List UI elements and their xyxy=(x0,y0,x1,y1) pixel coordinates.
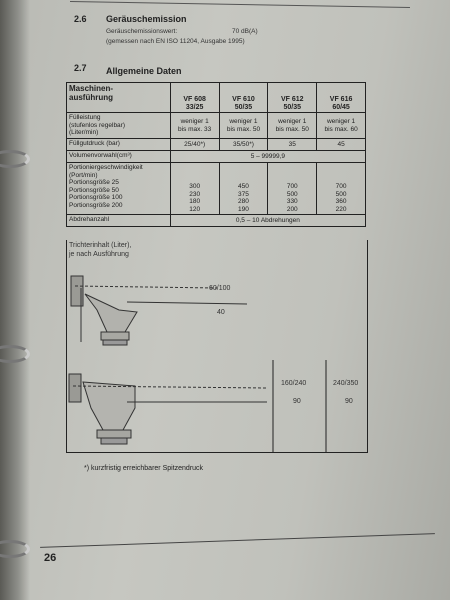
table-cell: 35 xyxy=(268,139,317,151)
binder-shadow xyxy=(0,0,30,600)
table-row xyxy=(67,215,366,227)
hopper-large-value: 90 xyxy=(293,398,301,405)
hopper-large-value: 240/350 xyxy=(333,380,359,387)
table-cell: 5 – 99999,9 xyxy=(170,151,365,163)
model-spec: 50/35 xyxy=(283,103,302,111)
header-label-text: Maschinen- ausführung xyxy=(69,84,114,102)
table-row xyxy=(67,163,366,215)
row-label-text: Portioniergeschwindigkeit (Port/min) Portionsgröße 25 Portionsgröße 50 Portionsgröße 100 Portionsgröße 200 xyxy=(69,164,143,209)
table-cell: 35/50*) xyxy=(219,139,268,151)
table-cell xyxy=(268,163,317,215)
table-cell xyxy=(317,163,366,215)
section-title: Allgemeine Daten xyxy=(106,66,182,76)
hopper-drawing-area xyxy=(66,240,368,453)
cell-value: weniger 1 bis max. 60 xyxy=(324,118,358,133)
table-row xyxy=(67,151,366,163)
footnote: *) kurzfristig erreichbarer Spitzendruck xyxy=(84,465,204,472)
top-rule xyxy=(70,1,410,8)
cell-value: weniger 1 bis max. 50 xyxy=(226,118,261,133)
table-cell: 25/40*) xyxy=(170,139,219,151)
model-name: VF 608 xyxy=(183,96,206,103)
table-cell xyxy=(170,113,219,139)
hopper-large-value: 90 xyxy=(345,398,353,405)
table-cell xyxy=(219,163,268,215)
hopper-label: Trichterinhalt (Liter), je nach Ausführung xyxy=(69,242,132,258)
table-cell xyxy=(170,163,219,215)
cell-value: 700 500 360 220 xyxy=(335,183,347,213)
row-label xyxy=(67,113,171,139)
row-label xyxy=(67,163,171,215)
model-spec: 50/35 xyxy=(234,103,253,111)
hopper-small-value: 60/100 xyxy=(209,285,231,292)
large-hopper-machine xyxy=(69,374,267,444)
model-name: VF 610 xyxy=(232,96,255,103)
table-cell xyxy=(317,113,366,139)
model-name: VF 616 xyxy=(329,96,353,103)
row-label-text: Fülleistung (stufenlos regelbar) (Liter/min) xyxy=(69,114,125,136)
machine-data-table xyxy=(66,82,366,227)
section-number: 2.7 xyxy=(74,63,87,73)
model-header xyxy=(170,83,219,113)
row-label: Füllgutdruck (bar) xyxy=(67,139,171,151)
row-label: Volumenvorwahl(cm³) xyxy=(67,151,171,163)
noise-label: Geräuschemissionswert: xyxy=(106,28,178,35)
page-number: 26 xyxy=(44,552,57,564)
cell-value: 700 500 330 200 xyxy=(286,183,298,213)
hopper-large-value: 160/240 xyxy=(281,380,307,387)
table-cell xyxy=(268,113,317,139)
cell-value: weniger 1 bis max. 33 xyxy=(178,118,212,133)
bottom-rule xyxy=(40,533,435,548)
table-row xyxy=(67,113,366,139)
noise-value: 70 dB(A) xyxy=(232,28,258,35)
cell-value: 450 375 280 190 xyxy=(238,183,249,213)
section-number: 2.6 xyxy=(74,14,87,24)
cell-value: weniger 1 bis max. 50 xyxy=(275,118,309,133)
table-row xyxy=(67,139,366,151)
table-cell: 45 xyxy=(317,139,366,151)
model-header xyxy=(317,83,366,113)
table-cell xyxy=(219,113,268,139)
header-label xyxy=(67,83,171,113)
section-title: Geräuschemission xyxy=(106,14,187,24)
model-spec: 33/25 xyxy=(185,103,204,111)
model-spec: 60/45 xyxy=(332,103,350,111)
model-header xyxy=(268,83,317,113)
model-header xyxy=(219,83,268,113)
hopper-small-value: 40 xyxy=(217,309,225,316)
table-cell: 0,5 – 10 Abdrehungen xyxy=(170,215,365,227)
noise-standard: (gemessen nach EN ISO 11204, Ausgabe 1995) xyxy=(106,38,245,45)
hopper-illustration xyxy=(67,240,367,452)
model-name: VF 612 xyxy=(280,96,304,103)
cell-value: 300 230 180 120 xyxy=(189,183,201,213)
table-header-row xyxy=(67,83,366,113)
row-label: Abdrehanzahl xyxy=(67,215,171,227)
